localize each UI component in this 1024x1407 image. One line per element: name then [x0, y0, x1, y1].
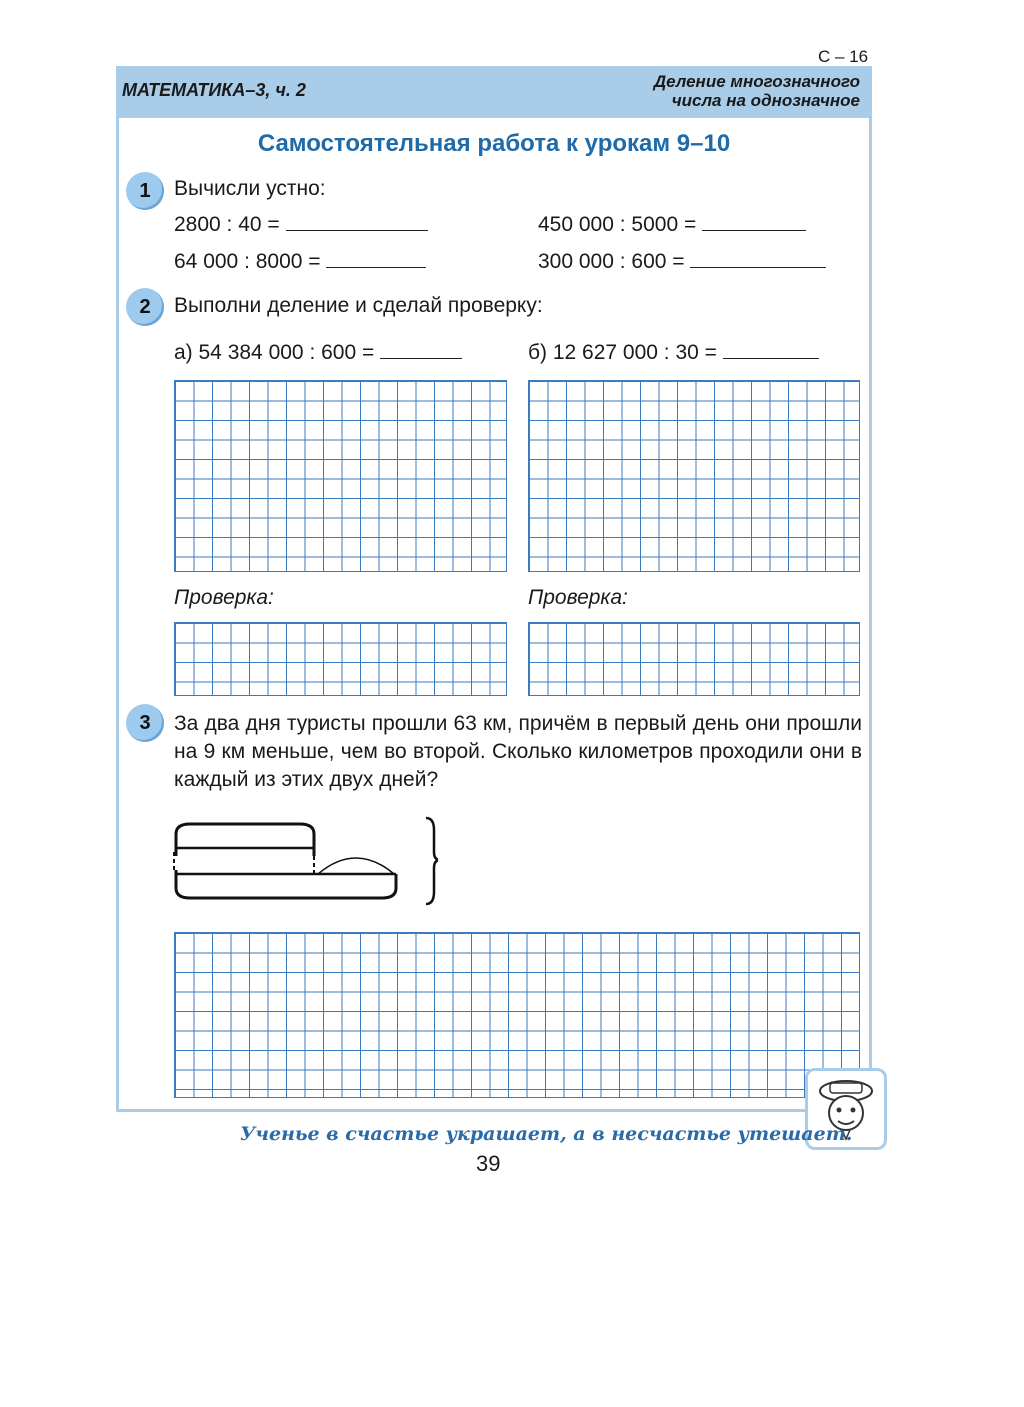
task-2-instruction: Выполни деление и сделай проверку:	[174, 294, 543, 317]
exercise-a-text: а) 54 384 000 : 600 =	[174, 341, 375, 364]
exercise-3-text: 64 000 : 8000 =	[174, 250, 321, 273]
check-label-a: Проверка:	[174, 586, 274, 609]
task-3-number: 3	[126, 704, 164, 742]
book-title: МАТЕМАТИКА–3, ч. 2	[122, 80, 306, 100]
exercise-1-text: 2800 : 40 =	[174, 213, 280, 236]
task-1-exercise-4	[538, 249, 826, 274]
worksheet-code: С – 16	[818, 47, 869, 66]
check-grid-a[interactable]	[174, 622, 507, 696]
task-1-exercise-2	[538, 212, 806, 237]
exercise-2-text: 450 000 : 5000 =	[538, 213, 697, 236]
exercise-4-text: 300 000 : 600 =	[538, 250, 685, 273]
solution-grid[interactable]	[174, 932, 860, 1098]
task-2-exercise-b	[528, 340, 819, 365]
task-2-number: 2	[126, 288, 164, 326]
topic-line-2: числа на однозначное	[671, 91, 860, 110]
task-1-exercise-3	[174, 249, 426, 274]
work-grid-a[interactable]	[174, 380, 507, 572]
footer-motto: Ученье в счастье украшает, а в несчастье утешает.	[240, 1123, 853, 1145]
task-3-text: За два дня туристы прошли 63 км, причём в первый день они прошли на 9 км меньше, чем во второй. Сколько километров проходили они в каждый из этих двух дней?	[174, 712, 862, 791]
page-number: 39	[476, 1151, 501, 1176]
check-grid-b[interactable]	[528, 622, 860, 696]
check-label-b: Проверка:	[528, 586, 628, 609]
answer-blank-4[interactable]	[690, 249, 826, 268]
task-1-exercise-1	[174, 212, 428, 237]
task-1-instruction: Вычисли устно:	[174, 177, 326, 200]
page-title: Самостоятельная работа к урокам 9–10	[257, 130, 731, 157]
diagram-top-bar	[176, 824, 314, 856]
task-1-number: 1	[126, 172, 164, 210]
work-grid-b[interactable]	[528, 380, 860, 572]
diagram-brace	[426, 818, 438, 904]
answer-blank-1[interactable]	[286, 212, 428, 231]
answer-blank-3[interactable]	[326, 249, 426, 268]
topic-title	[654, 72, 860, 110]
diagram-arc	[318, 858, 394, 874]
exercise-b-text: б) 12 627 000 : 30 =	[528, 341, 717, 364]
answer-blank-a[interactable]	[380, 340, 462, 359]
segment-diagram	[168, 812, 438, 908]
topic-line-1: Деление многозначного	[653, 72, 860, 91]
answer-blank-b[interactable]	[723, 340, 819, 359]
answer-blank-2[interactable]	[702, 212, 806, 231]
task-2-exercise-a	[174, 340, 462, 365]
